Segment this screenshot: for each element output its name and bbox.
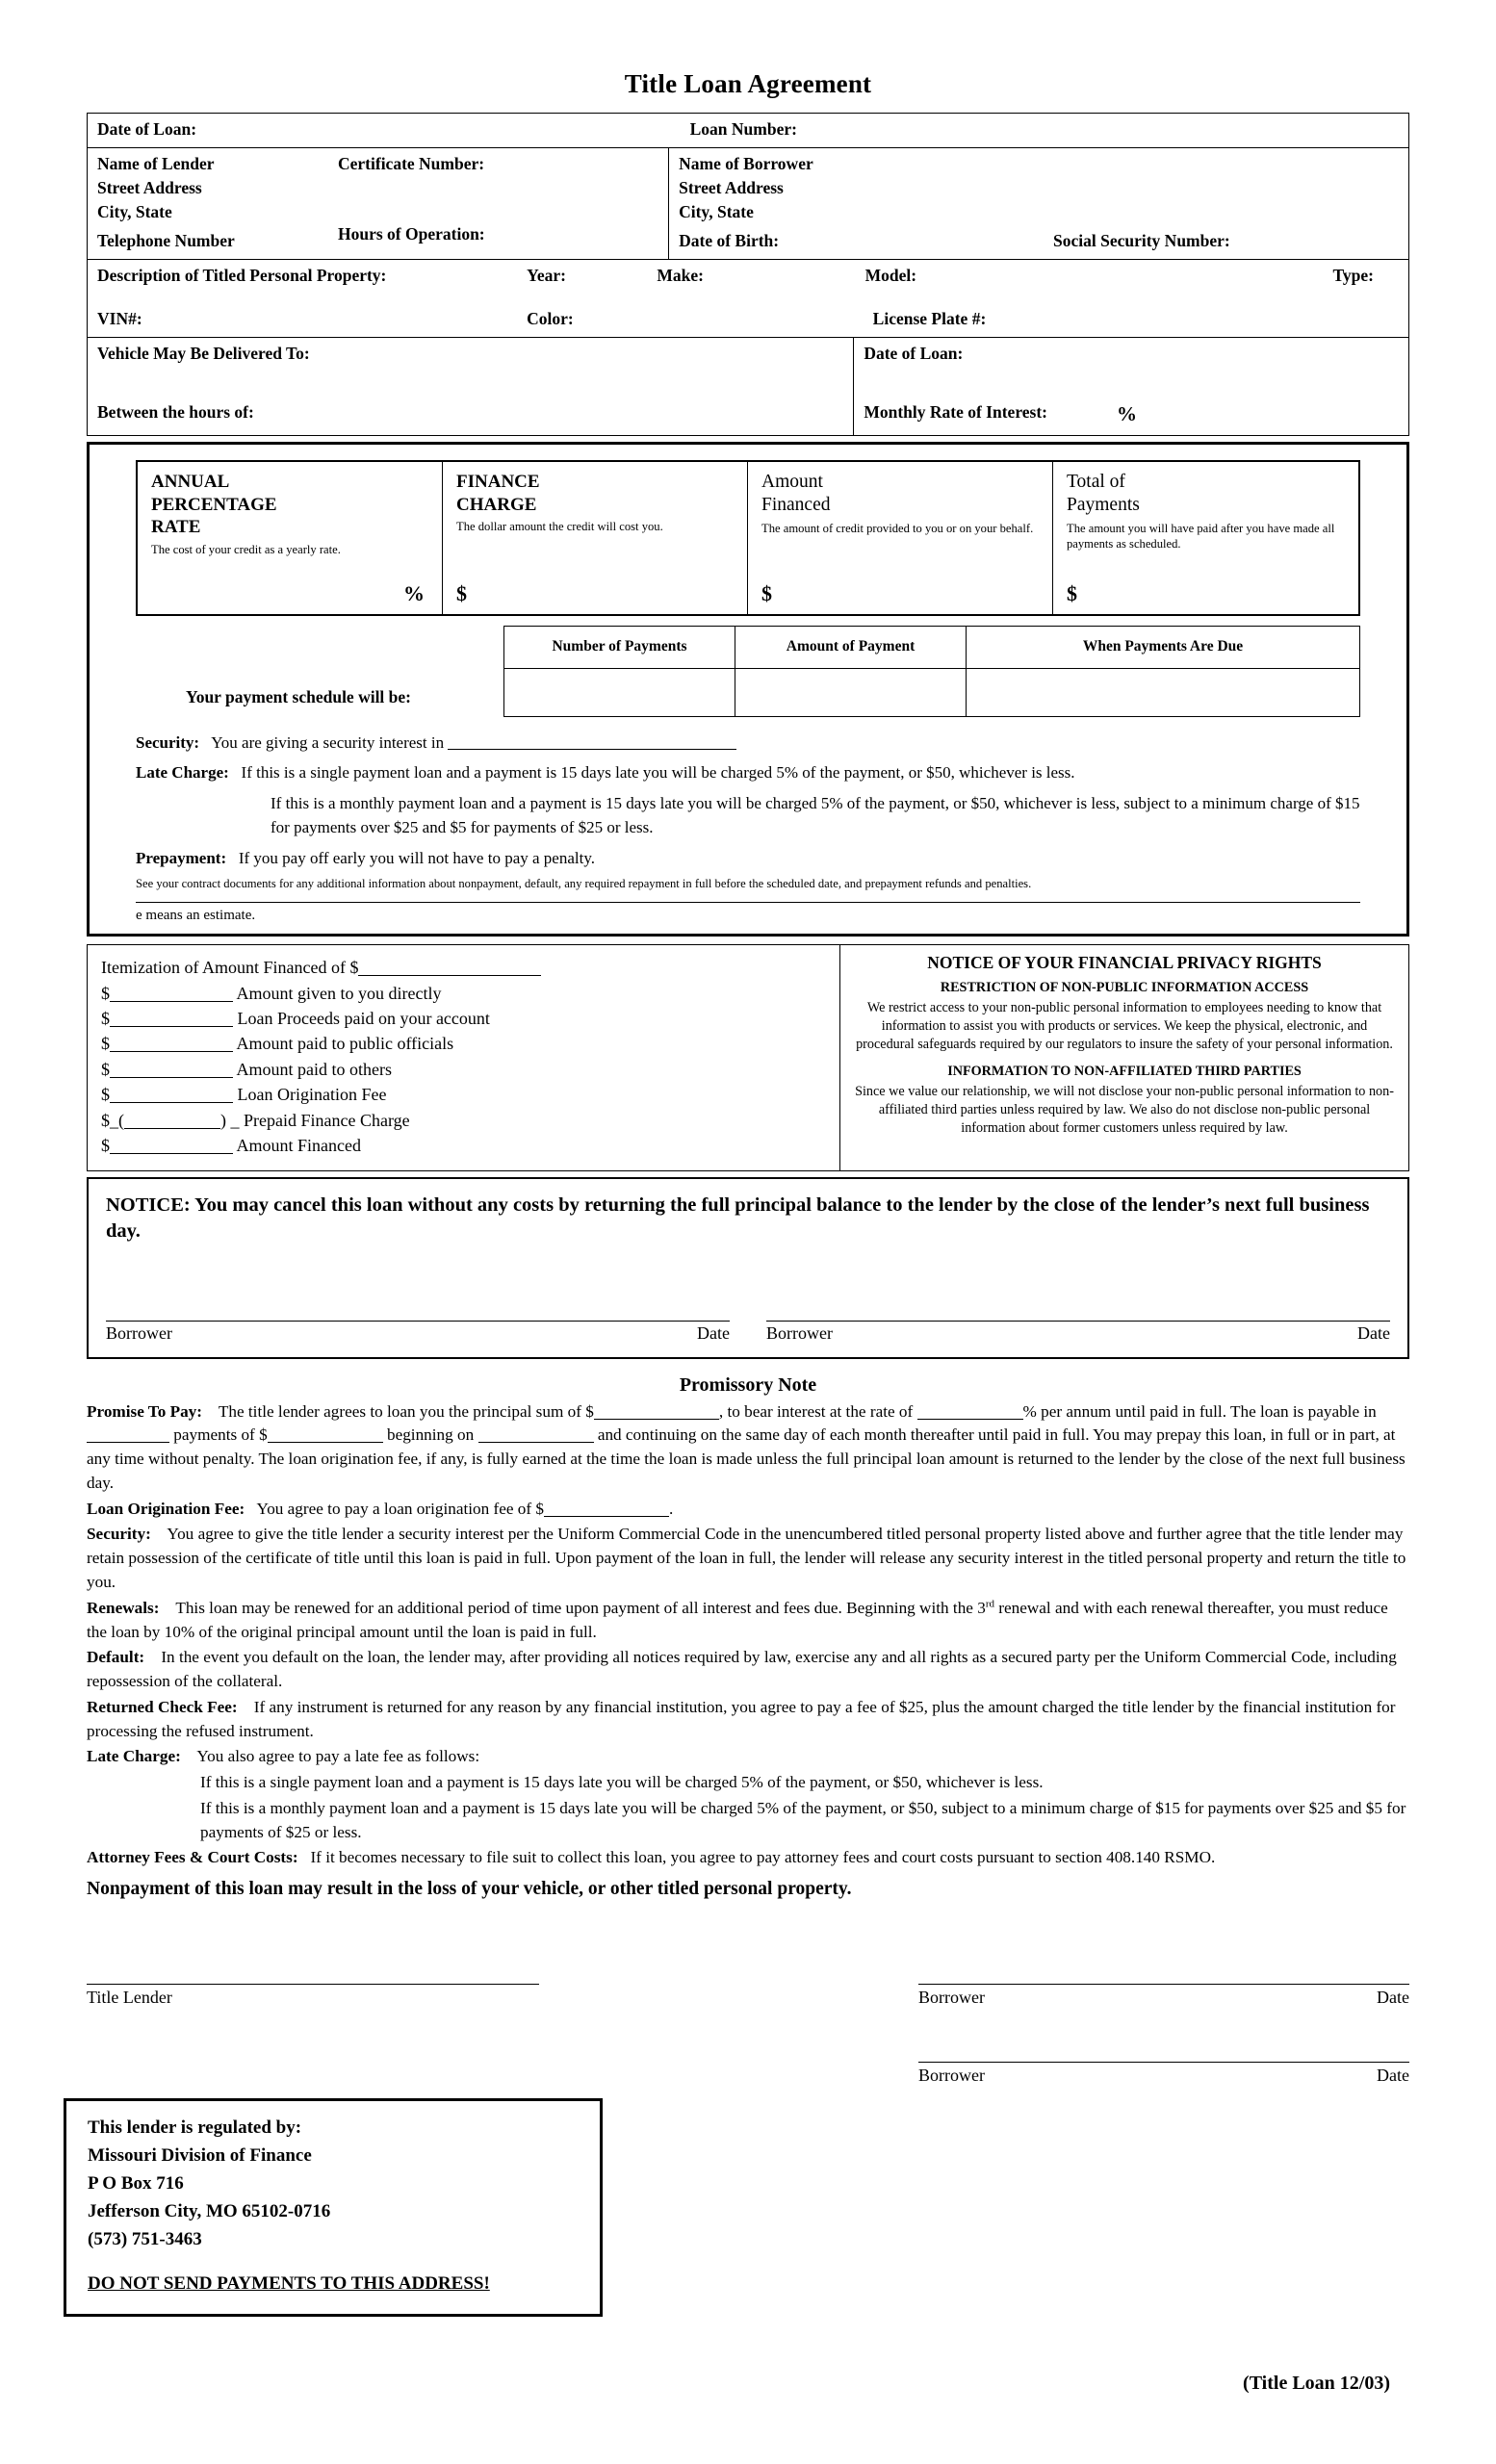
renewals-ordinal-suffix: rd bbox=[985, 1598, 994, 1610]
promise-text-a: The title lender agrees to loan you the principal sum of $ bbox=[218, 1401, 594, 1421]
apr-description: The cost of your credit as a yearly rate. bbox=[151, 543, 341, 557]
list-item: $ Amount paid to public officials bbox=[101, 1034, 454, 1054]
itemization-label-3: Amount paid to public officials bbox=[236, 1034, 454, 1054]
security-label: Security: bbox=[136, 732, 200, 752]
finance-charge-title-line-1: FINANCE bbox=[456, 471, 540, 492]
apr-value: % bbox=[403, 580, 425, 605]
renewals-text-a: This loan may be renewed for an additional period of time upon payment of all interest and fees due. Beginning with the 3 bbox=[175, 1598, 986, 1617]
promise-blank-principal[interactable] bbox=[594, 1419, 719, 1420]
late-charge-line-2: If this is a monthly payment loan and a payment is 15 days late you will be charged 5% of the payment, or $50, whichever is less, subject to a minimum charge of $15 for payments over $25 and $5 for payments of $25 or less. bbox=[271, 793, 1360, 837]
signature-block-borrower-2 bbox=[766, 1321, 1390, 1344]
itemization-privacy-row bbox=[87, 944, 1409, 1171]
lender-name-label: Name of Lender bbox=[97, 153, 215, 173]
renewals-paragraph bbox=[87, 1597, 1409, 1645]
itemization-label-2: Loan Proceeds paid on your account bbox=[237, 1008, 490, 1028]
promise-to-pay-label: Promise To Pay: bbox=[87, 1401, 202, 1421]
ssn-label: Social Security Number: bbox=[1053, 231, 1230, 251]
itemization-label-6: Prepaid Finance Charge bbox=[244, 1110, 410, 1130]
list-item: $ Amount given to you directly bbox=[101, 983, 442, 1003]
header-row-delivery bbox=[88, 337, 1409, 435]
pn-late-charge-intro: You also agree to pay a late fee as follows: bbox=[196, 1747, 480, 1766]
pn-late-charge-line-1-paragraph bbox=[87, 1771, 1409, 1795]
date-of-birth-label: Date of Birth: bbox=[679, 231, 780, 251]
tila-columns bbox=[136, 460, 1360, 616]
header-row-parties bbox=[88, 147, 1409, 259]
schedule-col-number-of-payments: Number of Payments bbox=[504, 626, 735, 668]
total-payments-description: The amount you will have paid after you have made all payments as scheduled. bbox=[1067, 521, 1335, 552]
itemization-blank-4[interactable] bbox=[110, 1077, 233, 1078]
regulator-line-4: Jefferson City, MO 65102-0716 bbox=[88, 2200, 331, 2221]
security-text: You are giving a security interest in bbox=[211, 732, 445, 752]
lender-city-label: City, State bbox=[97, 201, 172, 221]
certificate-number-label: Certificate Number: bbox=[338, 153, 485, 173]
year-label: Year: bbox=[527, 266, 566, 286]
apr-title-line-2: PERCENTAGE bbox=[151, 494, 277, 515]
borrower-name-label: Name of Borrower bbox=[679, 153, 813, 173]
schedule-cell-amount[interactable] bbox=[735, 668, 967, 716]
pn-late-charge-line-1: If this is a single payment loan and a payment is 15 days late you will be charged 5% of the payment, or $50, whichever is less. bbox=[200, 1773, 1044, 1792]
loan-header-table bbox=[87, 113, 1409, 436]
vin-label: VIN#: bbox=[97, 309, 142, 329]
make-label: Make: bbox=[657, 266, 704, 286]
nonpayment-warning: Nonpayment of this loan may result in the loss of your vehicle, or other titled personal property. bbox=[87, 1879, 852, 1900]
hours-operation-label: Hours of Operation: bbox=[338, 223, 485, 244]
finance-charge-title-line-2: CHARGE bbox=[456, 494, 537, 515]
pn-security-text: You agree to give the title lender a security interest per the Uniform Commercial Code in the unencumbered titled personal property listed above and further agree that the title lender may retain possession of the certificate of title until this loan is paid in full. Upon payment of the loan in full, the lender will release any security interest in the titled personal property and return the title to you. bbox=[87, 1525, 1406, 1591]
prepayment-text: If you pay off early you will not have to pay a penalty. bbox=[238, 848, 595, 867]
default-paragraph bbox=[87, 1646, 1409, 1694]
list-item: $ Loan Origination Fee bbox=[101, 1085, 387, 1105]
color-label: Color: bbox=[527, 309, 574, 329]
cell-loan-number: Loan Number: bbox=[669, 114, 1409, 148]
amount-financed-title-line-2: Financed bbox=[761, 495, 831, 516]
returned-check-fee-label: Returned Check Fee: bbox=[87, 1697, 238, 1716]
signature-label-date-1: Date bbox=[697, 1322, 730, 1343]
itemization-label-5: Loan Origination Fee bbox=[237, 1085, 387, 1105]
promise-blank-payment-amt[interactable] bbox=[268, 1442, 383, 1443]
promissory-note-body bbox=[87, 1400, 1409, 1904]
date-of-loan-2-label: Date of Loan: bbox=[864, 343, 964, 363]
itemization-blank-6[interactable] bbox=[124, 1128, 220, 1129]
type-label: Type: bbox=[1332, 266, 1374, 286]
loan-origination-fee-paragraph bbox=[87, 1498, 1409, 1522]
itemization-blank-3[interactable] bbox=[110, 1051, 233, 1052]
promise-to-pay-paragraph bbox=[87, 1400, 1409, 1496]
promissory-note-title: Promissory Note bbox=[679, 1373, 817, 1396]
prepayment-label: Prepayment: bbox=[136, 848, 227, 867]
signature-label-borrower-3: Borrower bbox=[918, 1988, 985, 2008]
lender-phone-label: Telephone Number bbox=[97, 231, 235, 251]
returned-check-paragraph bbox=[87, 1696, 1409, 1744]
signature-block-borrower-4 bbox=[918, 2062, 1409, 2086]
see-contract-note: See your contract documents for any additional information about nonpayment, default, any required repayment in full before the scheduled date, and prepayment refunds and penalties. bbox=[136, 877, 1032, 891]
regulator-line-2: Missouri Division of Finance bbox=[88, 2144, 312, 2166]
promise-blank-rate[interactable] bbox=[917, 1419, 1023, 1420]
security-paragraph bbox=[136, 731, 1360, 756]
schedule-col-amount-of-payment: Amount of Payment bbox=[735, 626, 967, 668]
tila-column-apr bbox=[138, 462, 443, 614]
security-blank-line[interactable] bbox=[448, 749, 736, 750]
vehicle-delivered-label: Vehicle May Be Delivered To: bbox=[97, 343, 310, 363]
itemization-panel bbox=[88, 945, 840, 1170]
itemization-blank-2[interactable] bbox=[110, 1026, 233, 1027]
monthly-rate-label: Monthly Rate of Interest: bbox=[864, 401, 1048, 422]
signature-label-borrower-2: Borrower bbox=[766, 1322, 833, 1343]
pn-late-charge-paragraph bbox=[87, 1745, 1409, 1769]
promise-text-c: % per annum until paid in full. The loan is payable in bbox=[1022, 1401, 1377, 1421]
finance-charge-description: The dollar amount the credit will cost you. bbox=[456, 520, 663, 534]
list-item: $ Amount Financed bbox=[101, 1136, 361, 1156]
amount-financed-description: The amount of credit provided to you or on your behalf. bbox=[761, 521, 1034, 535]
late-charge-line-1: If this is a single payment loan and a payment is 15 days late you will be charged 5% of the payment, or $50, whichever is less. bbox=[241, 763, 1075, 783]
schedule-col-when-due: When Payments Are Due bbox=[967, 626, 1360, 668]
privacy-notice-panel bbox=[840, 945, 1408, 1170]
percent-symbol: % bbox=[1117, 401, 1138, 425]
loan-origination-fee-period: . bbox=[668, 1499, 674, 1518]
privacy-subtitle-1: RESTRICTION OF NON-PUBLIC INFORMATION ACCESS bbox=[940, 980, 1309, 996]
privacy-title: NOTICE OF YOUR FINANCIAL PRIVACY RIGHTS bbox=[927, 953, 1322, 973]
itemization-heading bbox=[101, 955, 826, 980]
tila-disclosure-box bbox=[87, 442, 1409, 937]
finance-charge-value: $ bbox=[456, 580, 467, 605]
promise-blank-begin-date[interactable] bbox=[478, 1442, 594, 1443]
regulator-line-3: P O Box 716 bbox=[88, 2172, 184, 2194]
itemization-blank-7[interactable] bbox=[110, 1153, 233, 1154]
itemization-label-1: Amount given to you directly bbox=[236, 983, 442, 1003]
cancel-notice-box bbox=[87, 1177, 1409, 1359]
prepayment-paragraph bbox=[136, 846, 1360, 871]
list-item: $_( ) _ Prepaid Finance Charge bbox=[101, 1110, 410, 1130]
itemization-total-blank[interactable] bbox=[358, 975, 541, 976]
bottom-signature-row-1 bbox=[87, 1984, 1409, 2008]
attorney-fees-paragraph bbox=[87, 1846, 1409, 1870]
pn-late-charge-line-2-paragraph bbox=[87, 1797, 1409, 1845]
cell-loan-rate bbox=[854, 337, 1409, 435]
renewals-text-b: renewal and with each renewal thereafter, you must reduce the loan by 10% of the original principal amount until the loan is paid in full. bbox=[87, 1598, 1388, 1641]
apr-title-line-3: RATE bbox=[151, 517, 201, 538]
e-means-estimate-note: e means an estimate. bbox=[136, 902, 1360, 924]
default-label: Default: bbox=[87, 1648, 145, 1667]
list-item: $ Amount paid to others bbox=[101, 1059, 392, 1079]
tila-column-finance-charge bbox=[443, 462, 748, 614]
table-row bbox=[504, 668, 1360, 716]
itemization-blank-1[interactable] bbox=[110, 1001, 233, 1002]
privacy-subtitle-2: INFORMATION TO NON-AFFILIATED THIRD PARTIES bbox=[947, 1063, 1302, 1079]
form-version-code: (Title Loan 12/03) bbox=[1243, 2373, 1390, 2394]
pn-security-paragraph bbox=[87, 1523, 1409, 1594]
total-payments-value: $ bbox=[1067, 580, 1077, 605]
signature-label-date-2: Date bbox=[1357, 1322, 1390, 1343]
cell-lender-block bbox=[88, 147, 669, 259]
list-item: $ Loan Proceeds paid on your account bbox=[101, 1008, 490, 1028]
cell-date-of-loan: Date of Loan: bbox=[88, 114, 669, 148]
payment-schedule-table bbox=[503, 626, 1360, 717]
loan-origination-fee-label: Loan Origination Fee: bbox=[87, 1499, 245, 1518]
borrower-street-label: Street Address bbox=[679, 177, 784, 197]
attorney-fees-label: Attorney Fees & Court Costs: bbox=[87, 1848, 298, 1867]
schedule-cell-when-due[interactable] bbox=[967, 668, 1360, 716]
promise-blank-payments[interactable] bbox=[87, 1442, 169, 1443]
signature-label-date-3: Date bbox=[1377, 1988, 1409, 2008]
signature-block-borrower-1 bbox=[106, 1321, 730, 1344]
itemization-label-7: Amount Financed bbox=[236, 1136, 361, 1156]
apr-title-line-1: ANNUAL bbox=[151, 471, 230, 492]
signature-block-title-lender bbox=[87, 1984, 539, 2008]
pn-late-charge-label: Late Charge: bbox=[87, 1747, 181, 1766]
loan-origination-blank[interactable] bbox=[544, 1516, 669, 1517]
amount-financed-title-line-1: Amount bbox=[761, 471, 823, 492]
late-charge-label: Late Charge: bbox=[136, 763, 229, 783]
page-title: Title Loan Agreement bbox=[624, 69, 872, 98]
between-hours-label: Between the hours of: bbox=[97, 401, 254, 422]
itemization-heading-text: Itemization of Amount Financed of $ bbox=[101, 958, 359, 978]
pn-late-charge-line-2: If this is a monthly payment loan and a payment is 15 days late you will be charged 5% of the payment, or $50, subject to a minimum charge of $15 for payments over $25 and $5 for payments of $25 or less. bbox=[200, 1798, 1406, 1841]
tila-terms-body bbox=[136, 731, 1360, 893]
header-row-property bbox=[88, 260, 1409, 338]
promise-text-d: payments of $ bbox=[169, 1425, 268, 1445]
tila-column-amount-financed bbox=[748, 462, 1053, 614]
total-payments-title-line-2: Payments bbox=[1067, 495, 1140, 516]
regulator-line-1: This lender is regulated by: bbox=[88, 2118, 302, 2138]
signature-label-borrower-1: Borrower bbox=[106, 1322, 172, 1343]
attorney-fees-text: If it becomes necessary to file suit to collect this loan, you agree to pay attorney fees and court costs pursuant to section 408.140 RSMO. bbox=[310, 1848, 1216, 1867]
schedule-cell-number[interactable] bbox=[504, 668, 735, 716]
cancel-notice-text: NOTICE: You may cancel this loan without any costs by returning the full principal balance to the lender by the close of the lender’s next full business day. bbox=[106, 1194, 1370, 1243]
signature-block-borrower-3 bbox=[918, 1984, 1409, 2008]
renewals-label: Renewals: bbox=[87, 1598, 160, 1617]
promise-text-f: and continuing on the same day of each month thereafter until paid in full. You may prepay this loan, in full or in part, at any time without penalty. The loan origination fee, if any, is fully earned at the time the loan is made unless the full principal loan amount is returned to the lender by the close of the next full business day. bbox=[87, 1425, 1406, 1492]
payment-schedule-area bbox=[186, 626, 1360, 717]
regulator-warning: DO NOT SEND PAYMENTS TO THIS ADDRESS! bbox=[88, 2273, 490, 2295]
model-label: Model: bbox=[864, 266, 917, 286]
cancel-notice-signature-row bbox=[106, 1321, 1390, 1344]
schedule-header-row bbox=[504, 626, 1360, 668]
promise-text-b: , to bear interest at the rate of bbox=[718, 1401, 917, 1421]
license-plate-label: License Plate #: bbox=[872, 309, 987, 329]
returned-check-fee-text: If any instrument is returned for any reason by any financial institution, you agree to pay a fee of $25, plus the amount charged the title lender by the financial institution for processing the refused instrument. bbox=[87, 1697, 1396, 1740]
loan-origination-fee-text: You agree to pay a loan origination fee of $ bbox=[256, 1499, 544, 1518]
late-charge-paragraph bbox=[136, 760, 1360, 785]
signature-label-borrower-4: Borrower bbox=[918, 2066, 985, 2086]
signature-label-date-4: Date bbox=[1377, 2066, 1409, 2086]
borrower-city-label: City, State bbox=[679, 201, 754, 221]
property-description-label: Description of Titled Personal Property: bbox=[97, 266, 387, 286]
lender-street-label: Street Address bbox=[97, 177, 202, 197]
cell-property-description bbox=[88, 260, 1409, 338]
privacy-text-1: We restrict access to your non-public personal information to employees needing to know that information to assist you with products or services. We keep the physical, electronic, and procedural safeguards required by our regulators to insure the safety of your personal information. bbox=[856, 1000, 1393, 1053]
tila-column-total-payments bbox=[1053, 462, 1358, 614]
cell-vehicle-delivery bbox=[88, 337, 854, 435]
itemization-blank-5[interactable] bbox=[110, 1102, 233, 1103]
amount-financed-value: $ bbox=[761, 580, 772, 605]
late-charge-paragraph-2 bbox=[136, 791, 1360, 840]
signature-label-title-lender: Title Lender bbox=[87, 1988, 172, 2008]
pn-security-label: Security: bbox=[87, 1525, 151, 1544]
promise-text-e: beginning on bbox=[382, 1425, 478, 1445]
regulator-line-5: (573) 751-3463 bbox=[88, 2228, 202, 2249]
payment-schedule-label: Your payment schedule will be: bbox=[186, 686, 411, 706]
cell-borrower-block bbox=[669, 147, 1409, 259]
total-payments-title-line-1: Total of bbox=[1067, 471, 1125, 492]
itemization-label-4: Amount paid to others bbox=[236, 1059, 392, 1079]
default-text: In the event you default on the loan, the lender may, after providing all notices required by law, exercise any and all rights as a secured party per the Uniform Commercial Code, including repossession of the collateral. bbox=[87, 1648, 1397, 1691]
privacy-text-2: Since we value our relationship, we will not disclose your non-public personal information to non-affiliated third parties unless required by law. We also do not disclose non-public personal information about former customers unless required by law. bbox=[855, 1083, 1394, 1136]
bottom-signature-row-2 bbox=[87, 2062, 1409, 2086]
regulator-info-box bbox=[64, 2098, 603, 2317]
header-row-date-loan bbox=[88, 114, 1409, 148]
